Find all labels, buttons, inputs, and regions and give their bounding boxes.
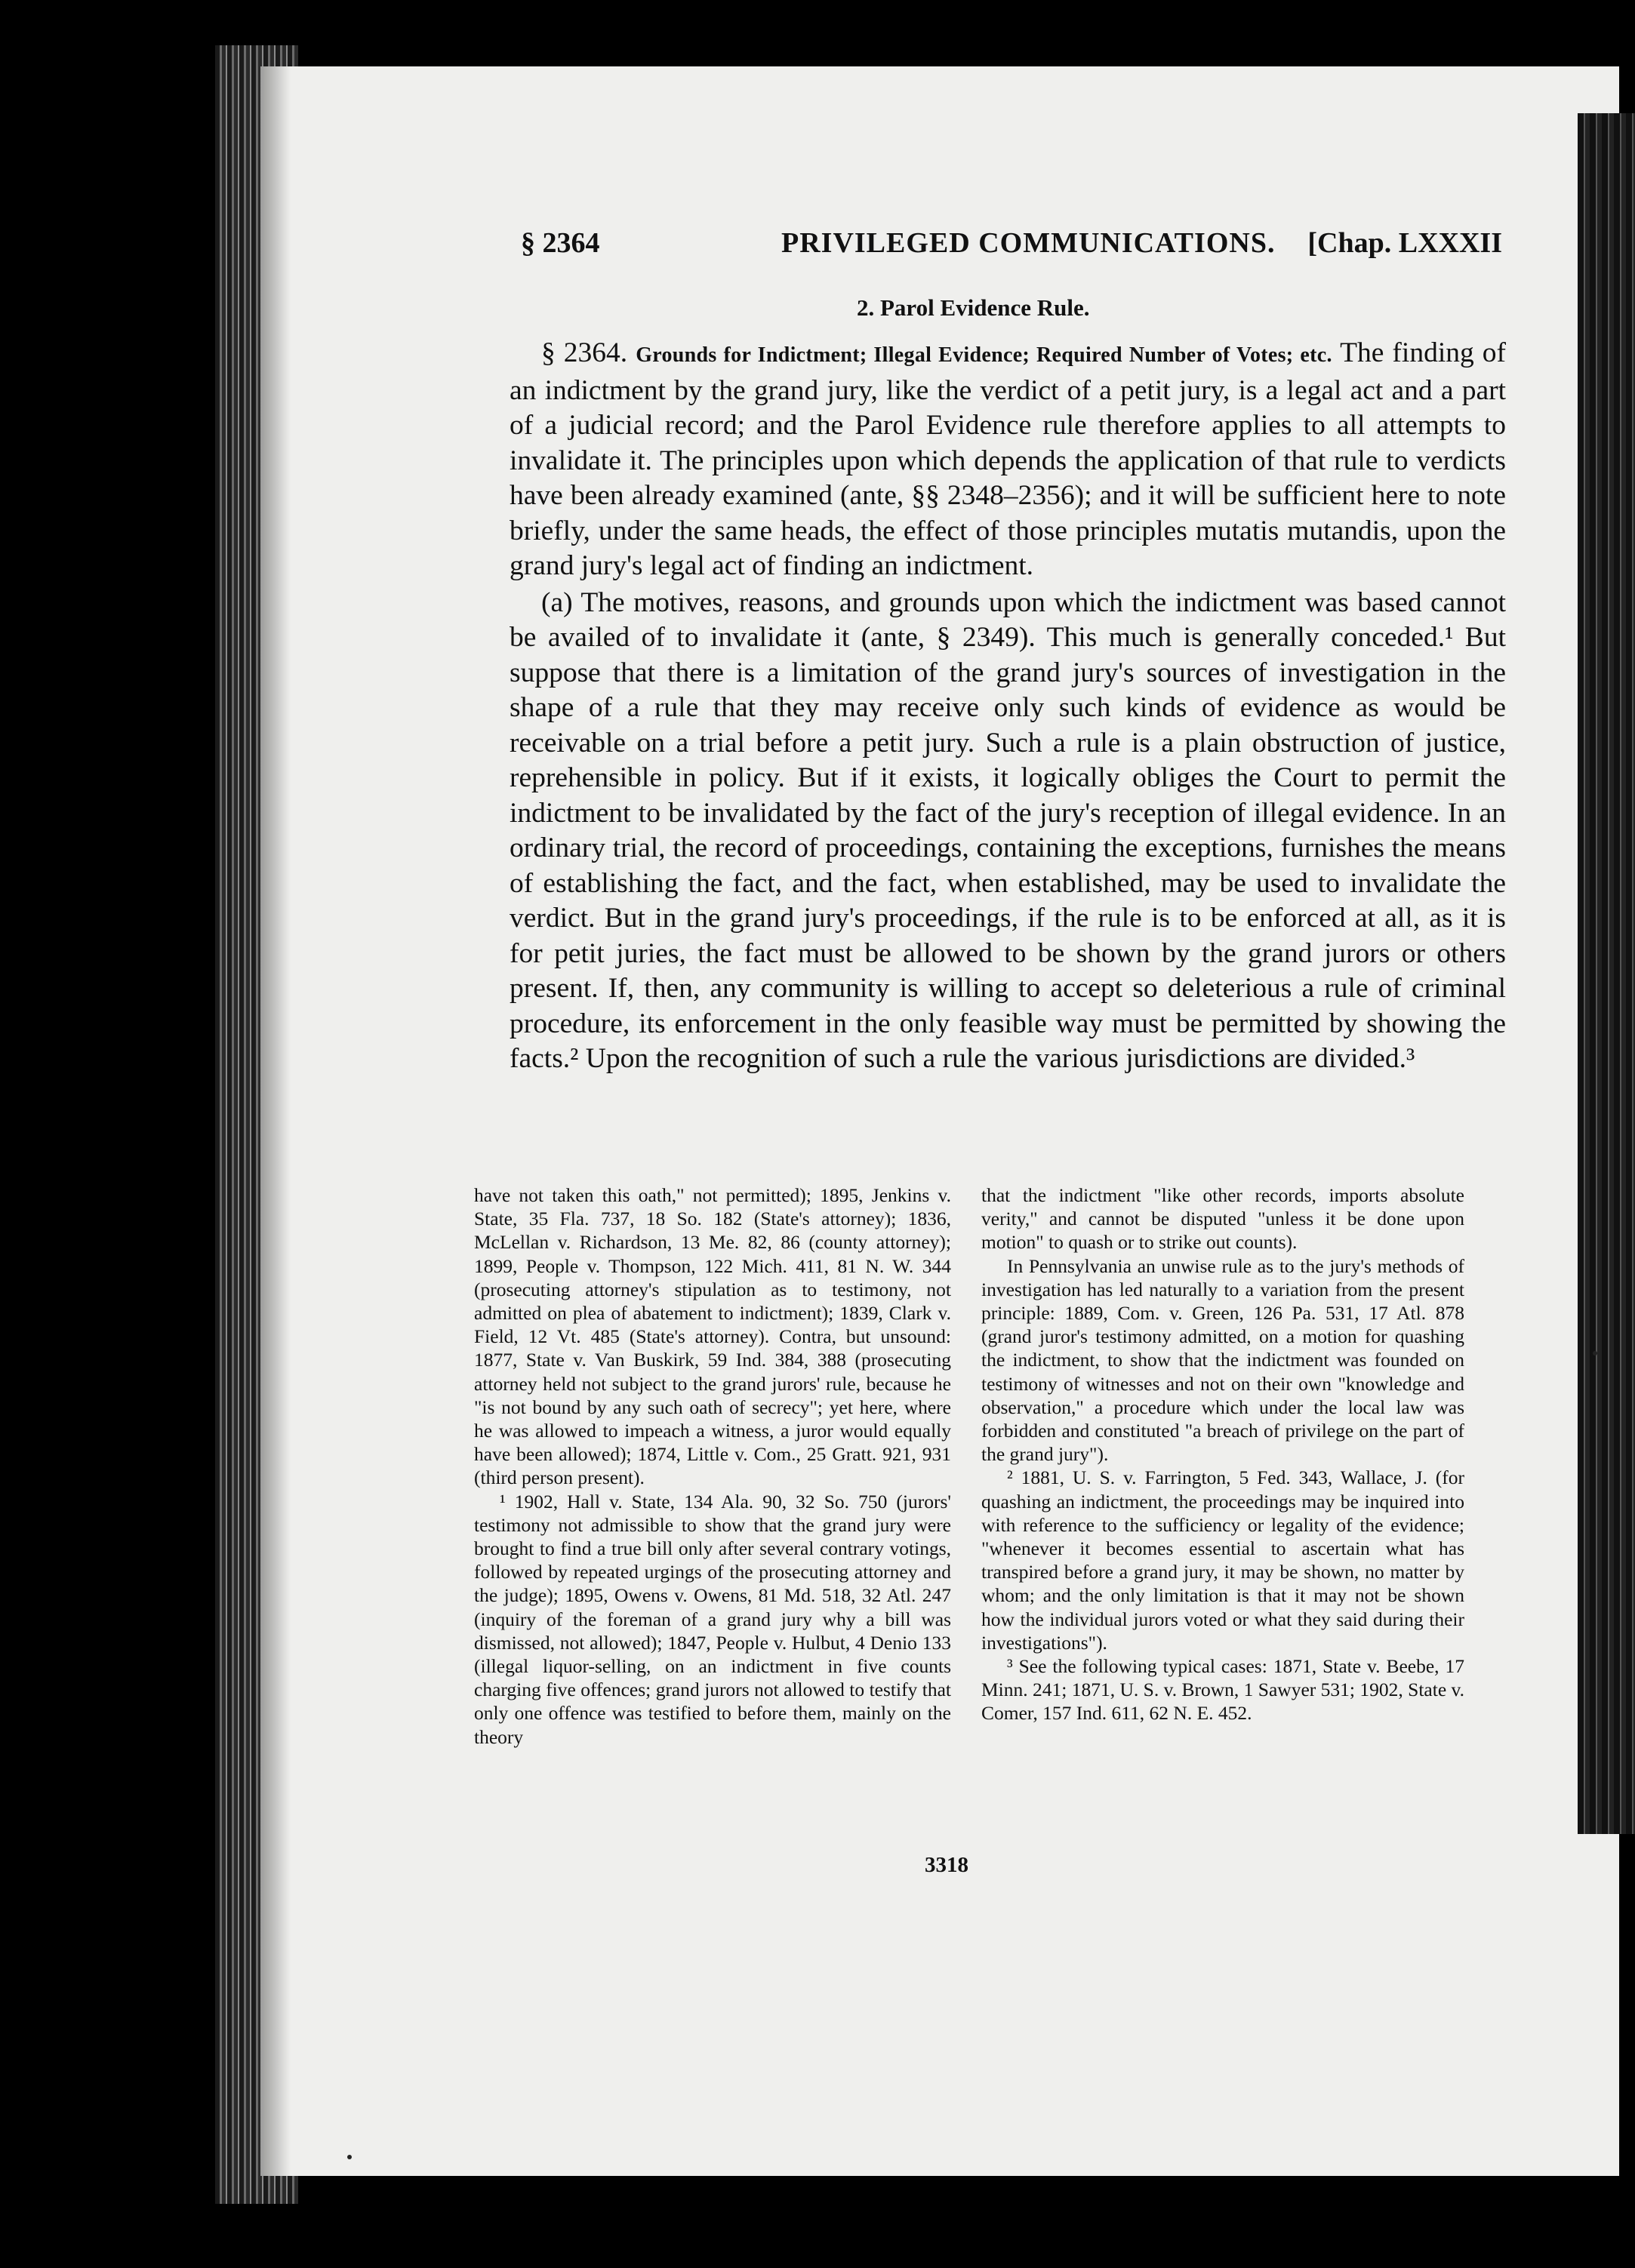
running-head-title: PRIVILEGED COMMUNICATIONS. [781, 227, 1276, 259]
gutter-shadow [260, 66, 291, 2176]
running-head-section: § 2364 [521, 227, 600, 259]
scan-speck [347, 2155, 352, 2159]
footnote-1-continuation: that the indictment "like other records, imports absolute verity," and cannot be disputed "unless it be done upon motion" to quash or to strike out counts). [981, 1184, 1464, 1254]
footnote-3: ³ See the following typical cases: 1871, State v. Beebe, 17 Minn. 241; 1871, U. S. v. Brown, 1 Sawyer 531; 1902, State v. Comer, 157 Ind. 611, 62 N. E. 452. [981, 1655, 1464, 1725]
footnote-1-pennsylvania: In Pennsylvania an unwise rule as to the jury's methods of investigation has led naturally to a variation from the present principle: 1889, Com. v. Green, 126 Pa. 531, 17 Atl. 878 (grand juror's testimony admitted, on a motion for quashing the indictment, to show that the indictment was founded on testimony of witnesses and not on their own "knowledge and observation," a procedure which under the local law was forbidden and constituted "a breach of privilege on the part of the grand jury"). [981, 1254, 1464, 1466]
footnote-continuation: have not taken this oath," not permitted); 1895, Jenkins v. State, 35 Fla. 737, 18 So. 182 (State's attorney); 1836, McLellan v. Richardson, 13 Me. 82, 86 (county attorney); 1899, People v. Thompson, 122 Mich. 411, 81 N. W. 344 (prosecuting attorney's stipulation as to testimony, not admitted on plea of abatement to indictment); 1839, Clark v. Field, 12 Vt. 485 (State's attorney). Contra, but unsound: 1877, State v. Van Buskirk, 59 Ind. 384, 388 (prosecuting attorney held not subject to the grand jurors' rule, because he "is not bound by any such oath of secrecy"; yet here, where he was allowed to impeach a witness, a juror would equally have been allowed); 1874, Little v. Com., 25 Gratt. 921, 931 (third person present). [474, 1184, 951, 1489]
running-head-chapter: [Chap. LXXXII [1307, 227, 1502, 259]
footnotes-right-column [981, 1183, 1464, 1725]
section-heading: Grounds for Indictment; Illegal Evidence; Required Number of Votes; etc. [636, 343, 1332, 367]
section-number: § 2364. [541, 337, 628, 368]
footnotes-left-column [474, 1183, 951, 1749]
footnote-2: ² 1881, U. S. v. Farrington, 5 Fed. 343, Wallace, J. (for quashing an indictment, the proceedings may be inquired into with reference to the sufficiency or legality of the evidence; "whenever it becomes essential to ascertain what has transpired before a grand jury, it may be shown, no matter by whom; and the only limitation is that it may not be shown how the individual jurors voted or what they said during their investigations"). [981, 1466, 1464, 1654]
paragraph-1-text: The finding of an indictment by the grand jury, like the verdict of a petit jury, is a legal act and a part of a judicial record; and the Parol Evidence rule therefore applies to all attempts to invalidate it. The principles upon which depends the application of that rule to verdicts have been already examined (ante, §§ 2348–2356); and it will be sufficient here to note briefly, under the same heads, the effect of those principles mutatis mutandis, upon the grand jury's legal act of finding an indictment. [510, 337, 1507, 581]
main-text [510, 336, 1506, 1077]
footnote-1: ¹ 1902, Hall v. State, 134 Ala. 90, 32 So. 750 (jurors' testimony not admissible to show that the grand jury were brought to find a true bill only after several contrary votings, followed by repeated urgings of the prosecuting attorney and the judge); 1895, Owens v. Owens, 81 Md. 518, 32 Atl. 247 (inquiry of the foreman of a grand jury why a bill was dismissed, not allowed); 1847, People v. Hulbut, 4 Denio 133 (illegal liquor-selling, on an indictment in five counts charging five offences; grand jurors not allowed to testify that only one offence was testified to before them, mainly on the theory [474, 1490, 951, 1748]
page-number: 3318 [925, 1853, 968, 1877]
subheading: 2. Parol Evidence Rule. [857, 294, 1090, 321]
running-head [521, 226, 1502, 272]
scan-speck [1593, 1351, 1597, 1356]
page-edge-right [1578, 113, 1635, 1834]
paragraph-1 [510, 336, 1506, 584]
paragraph-2: (a) The motives, reasons, and grounds upon which the indictment was based cannot be availed of to invalidate it (ante, § 2349). This much is generally conceded.¹ But suppose that there is a limitation of the grand jury's sources of investigation in the shape of a rule that they may receive only such kinds of evidence as would be receivable on a trial before a petit jury. Such a rule is a plain obstruction of justice, reprehensible in policy. But if it exists, it logically obliges the Court to permit the indictment to be invalidated by the fact of the jury's reception of illegal evidence. In an ordinary trial, the record of proceedings, containing the exceptions, furnishes the means of establishing the fact, and the fact, when established, may be used to invalidate the verdict. But in the grand jury's proceedings, if the rule is to be enforced at all, as it is for petit juries, the fact must be allowed to be shown by the grand jurors or others present. If, then, any community is willing to accept so deleterious a rule of criminal procedure, its enforcement in the only feasible way must be permitted by showing the facts.² Upon the recognition of such a rule the various jurisdictions are divided.³ [510, 586, 1506, 1074]
